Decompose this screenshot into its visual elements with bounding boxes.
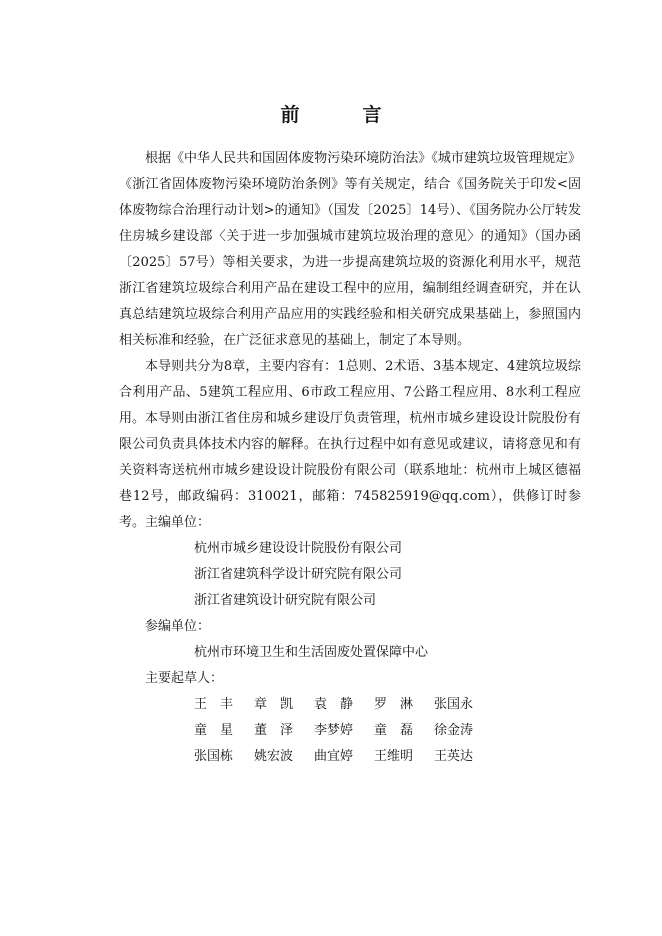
chief-editor-unit: 浙江省建筑科学设计研究院有限公司	[194, 567, 403, 582]
drafters-grid	[194, 692, 494, 770]
intro-paragraph: 根据《中华人民共和国固体废物污染环境防治法》《城市建筑垃圾管理规定》《浙江省固体废物污染环境防治条例》等有关规定，结合《国务院关于印发<固体废物综合治理行动计划>的通知》（国发〔2025〕14号）、《国务院办公厅转发住房城乡建设部〈关于进一步加强城市建筑垃圾治理的意见〉的通知》（国办函〔2025〕57号）等相关要求，为进一步提高建筑垃圾的资源化利用水平，规范浙江省建筑垃圾综合利用产品在建设工程中的应用，编制组经调查研究，并在认真总结建筑垃圾综合利用产品应用的实践经验和相关研究成果基础上，参照国内相关标准和经验，在广泛征求意见的基础上，制定了本导则。	[119, 151, 581, 348]
drafter-name: 童 磊	[374, 723, 414, 738]
drafter-name: 李梦婷	[314, 723, 354, 738]
chapters-paragraph: 本导则共分为8章，主要内容有：1总则、2术语、3基本规定、4建筑垃圾综合利用产品、5建筑工程应用、6市政工程应用、7公路工程应用、8水利工程应用。	[119, 359, 581, 426]
drafter-name: 张国栋	[194, 749, 234, 764]
drafter-name: 童 星	[194, 723, 234, 738]
drafter-name: 王维明	[374, 749, 414, 764]
chief-editor-unit: 杭州市城乡建设设计院股份有限公司	[194, 541, 403, 556]
drafter-name: 袁 静	[314, 697, 354, 712]
drafter-name: 曲宜婷	[314, 749, 354, 764]
drafter-name: 王英达	[434, 749, 474, 764]
participating-label: 参编单位：	[145, 619, 211, 634]
drafter-name: 王 丰	[194, 697, 234, 712]
drafter-name: 罗 淋	[374, 697, 414, 712]
participating-unit: 杭州市环境卫生和生活固废处置保障中心	[194, 645, 429, 660]
chief-editor-units	[194, 536, 402, 614]
chief-editor-label: 主编单位：	[145, 515, 211, 530]
drafter-name: 张国永	[434, 697, 474, 712]
participating-units	[194, 640, 428, 666]
drafter-name: 章 凯	[254, 697, 294, 712]
drafters-label: 主要起草人：	[145, 671, 224, 686]
drafter-name: 董 泽	[254, 723, 294, 738]
chief-editor-unit: 浙江省建筑设计研究院有限公司	[194, 593, 377, 608]
drafter-name: 徐金涛	[434, 723, 474, 738]
management-paragraph: 本导则由浙江省住房和城乡建设厅负责管理，杭州市城乡建设设计院股份有限公司负责具体技术内容的解释。在执行过程中如有意见或建议，请将意见和有关资料寄送杭州市城乡建设设计院股份有限公司（联系地址：杭州市上城区德福巷12号，邮政编码：310021，邮箱：745825919@qq.com），供修订时参考。	[119, 411, 581, 530]
page-title: 前 言	[280, 104, 404, 126]
drafter-name: 姚宏波	[254, 749, 294, 764]
